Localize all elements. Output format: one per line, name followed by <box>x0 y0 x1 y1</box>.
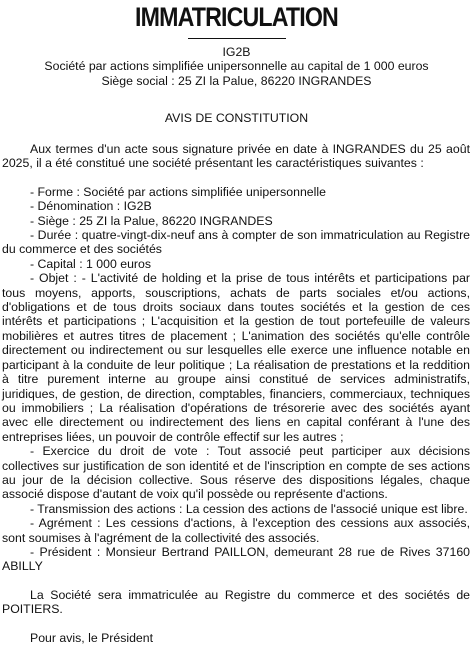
company-seat-line: Siège social : 25 ZI la Palue, 86220 INGRANDES <box>101 73 372 88</box>
paragraph-gap <box>2 617 470 631</box>
notice-heading: IMMATRICULATION <box>135 2 338 32</box>
closing-paragraph: La Société sera immatriculée au Registre du commerce et des sociétés de POITIERS. <box>2 587 470 617</box>
item-vote: - Exercice du droit de vote : Tout associé peut participer aux décisions collectives sur justification de son identité et de l'inscription en compte de ses actions au jour de la décision collective. Sous réserve des dispositions légales, chaque associé dispose d'autant de voix qu'il possède ou représente d'actions. <box>2 444 470 502</box>
company-name: IG2B <box>222 45 251 59</box>
item-capital: - Capital : 1 000 euros <box>30 256 151 271</box>
item-transmission: - Transmission des actions : La cession des actions de l'associé unique est libre. <box>30 501 468 516</box>
intro-paragraph: Aux termes d'un acte sous signature privée en date à INGRANDES du 25 août 2025, il a été constitué une société présentant les caractéristiques suivantes : <box>2 142 470 171</box>
item-agrement: - Agrément : Les cessions d'actions, à l'exception des cessions aux associés, sont soumises à l'agrément de la collectivité des associés. <box>2 516 470 545</box>
heading-underline <box>188 38 286 39</box>
company-header <box>0 45 473 88</box>
signature-line: Pour avis, le Président <box>30 630 154 645</box>
paragraph-gap <box>2 574 470 588</box>
paragraph-gap <box>2 171 470 185</box>
item-denomination: - Dénomination : IG2B <box>30 199 152 214</box>
item-forme: - Forme : Société par actions simplifiée unipersonnelle <box>30 184 326 199</box>
item-president: - Président : Monsieur Bertrand PAILLON, demeurant 28 rue de Rives 37160 ABILLY <box>2 544 470 574</box>
company-capital-line: Société par actions simplifiée unipersonnelle au capital de 1 000 euros <box>44 59 429 74</box>
item-duree: - Durée : quatre-vingt-dix-neuf ans à compter de son immatriculation au Registre du commerce et des sociétés <box>2 228 470 257</box>
notice-title: AVIS DE CONSTITUTION <box>164 111 309 125</box>
notice-body <box>2 142 470 645</box>
item-objet: - Objet : - L'activité de holding et la prise de tous intérêts et participations par tous moyens, apports, souscriptions, achats de parts sociales et/ou actions, d'obligations et de tous droits sociaux dans toutes sociétés et la gestion de ces intérêts et participations ; L'acquisition et la gestion de tout portefeuille de valeurs mobilières et autres titres de placement ; L'animation des sociétés qu'elle contrôle directement ou indirectement ou sur lesquelles elle exerce une influence notable en participant à la conduite de leur politique ; La réalisation de prestations et la reddition à titre purement interne au groupe ainsi constitué de services administratifs, juridiques, de gestion, de direction, comptables, financiers, commerciaux, techniques ou immobiliers ; La réalisation d'opérations de trésorerie avec des sociétés ayant avec elle directement ou indirectement des liens en capital conférant à l'une des entreprises liées, un pouvoir de contrôle effectif sur les autres ; <box>2 271 470 444</box>
item-siege: - Siège : 25 ZI la Palue, 86220 INGRANDES <box>30 213 273 228</box>
